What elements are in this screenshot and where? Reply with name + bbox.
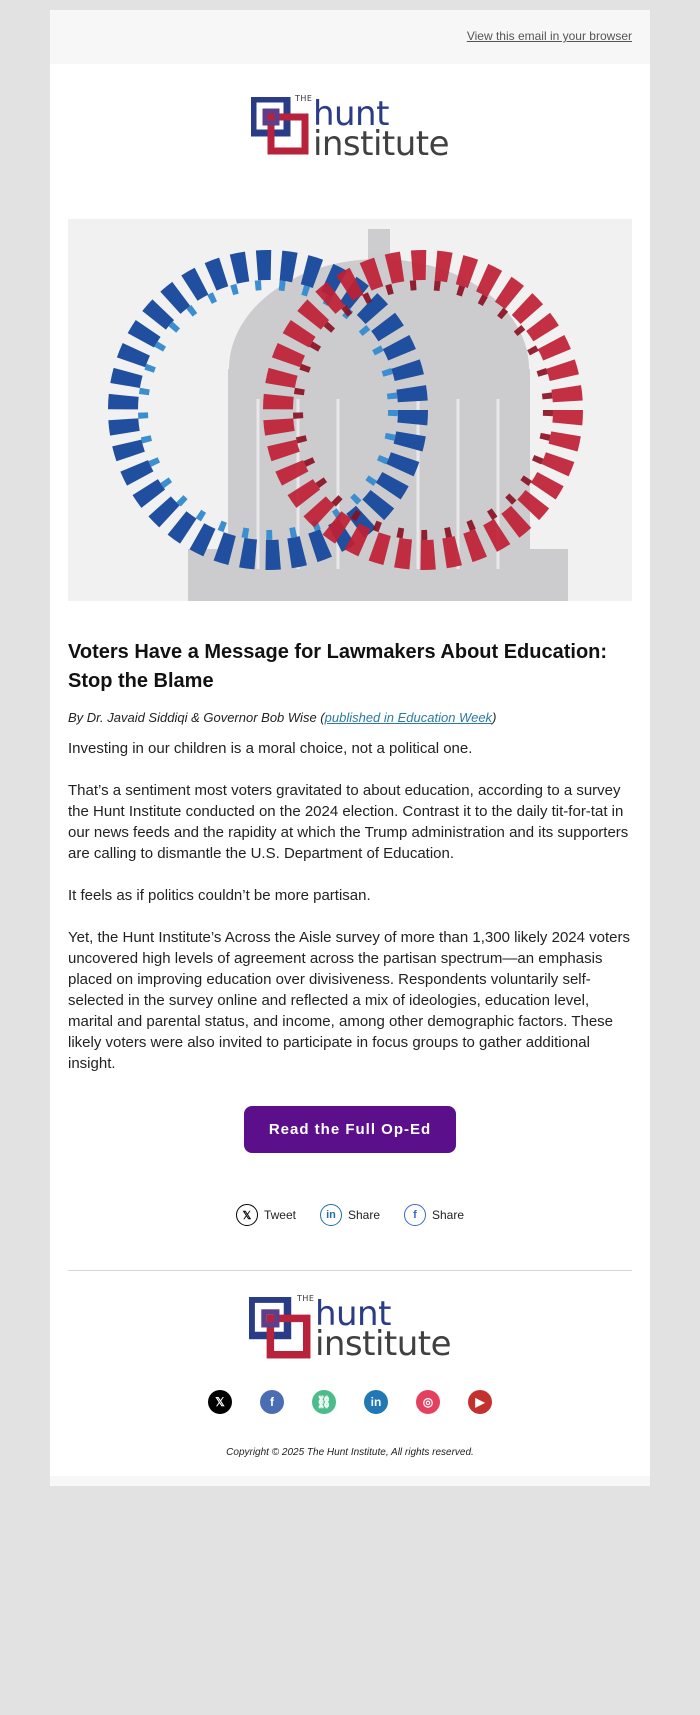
share-facebook-button[interactable] [404, 1204, 464, 1226]
logo-word-hunt: hunt [312, 94, 389, 134]
view-in-browser-link[interactable]: View this email in your browser [466, 29, 632, 43]
article-paragraph-1: Investing in our children is a moral choice, not a political one. [68, 740, 473, 757]
preheader-bar [50, 10, 650, 64]
article-paragraph-3: It feels as if politics couldn’t be more partisan. [68, 887, 371, 904]
logo-word-institute: institute [314, 1324, 452, 1364]
logo-the: THE [296, 1294, 315, 1303]
header-logo[interactable] [50, 94, 650, 164]
article-paragraph-4: Yet, the Hunt Institute’s Across the Aisle survey of more than 1,300 likely 2024 voters uncovered high levels of agreement across the partisan spectrum—an emphasis placed on improving education over divisiveness. Respondents voluntarily self-selected in the survey online and reflected a mix of ideologies, education level, marital and parental status, and income, among other demographic factors. These likely voters were also invited to participate in focus groups to gather additional insight. [68, 929, 630, 1072]
social-links [50, 1390, 650, 1414]
share-facebook-label: Share [432, 1208, 465, 1222]
byline-close: ) [492, 710, 497, 725]
facebook-icon: f [404, 1204, 426, 1226]
read-full-op-ed-button[interactable]: Read the Full Op-Ed [244, 1106, 456, 1153]
hero-image[interactable] [68, 219, 632, 601]
share-tweet-button[interactable] [236, 1204, 296, 1226]
education-week-link[interactable]: published in Education Week [324, 710, 493, 725]
x-icon[interactable]: 𝕏 [208, 1390, 232, 1414]
article-byline [68, 710, 632, 725]
email-card [50, 10, 650, 1486]
share-tweet-label: Tweet [263, 1208, 296, 1222]
instagram-icon[interactable]: ◎ [416, 1390, 440, 1414]
hunt-logo-mark-icon [249, 1297, 311, 1359]
facebook-icon[interactable]: f [260, 1390, 284, 1414]
youtube-icon[interactable]: ▶ [468, 1390, 492, 1414]
article-paragraph-2: That’s a sentiment most voters gravitated to about education, according to a survey the Hunt Institute conducted on the 2024 election. Contrast it to the daily tit-for-tat in our news feeds and the rapidity at which the Trump administration and its supporters are calling to dismantle the U.S. Department of Education. [68, 782, 629, 862]
linkedin-icon: in [320, 1204, 342, 1226]
logo-the: THE [294, 94, 313, 103]
share-linkedin-label: Share [347, 1208, 380, 1222]
footer-logo[interactable] [50, 1294, 650, 1364]
byline-authors: By Dr. Javaid Siddiqi & Governor Bob Wise ( [68, 710, 325, 725]
article-headline: Voters Have a Message for Lawmakers About Education: Stop the Blame [68, 641, 608, 692]
footer-bar [50, 1476, 650, 1486]
logo-word-hunt: hunt [314, 1294, 391, 1334]
link-icon[interactable]: ⛓ [312, 1390, 336, 1414]
footer-divider [68, 1270, 632, 1271]
logo-word-institute: institute [312, 124, 450, 164]
capitol-paper-people-chain-image [68, 219, 632, 601]
share-row [50, 1204, 650, 1226]
x-icon: 𝕏 [236, 1204, 258, 1226]
hunt-logo-mark-icon [251, 97, 309, 155]
linkedin-icon[interactable]: in [364, 1390, 388, 1414]
share-linkedin-button[interactable] [320, 1204, 380, 1226]
copyright-text: Copyright © 2025 The Hunt Institute, All rights reserved. [226, 1447, 474, 1458]
